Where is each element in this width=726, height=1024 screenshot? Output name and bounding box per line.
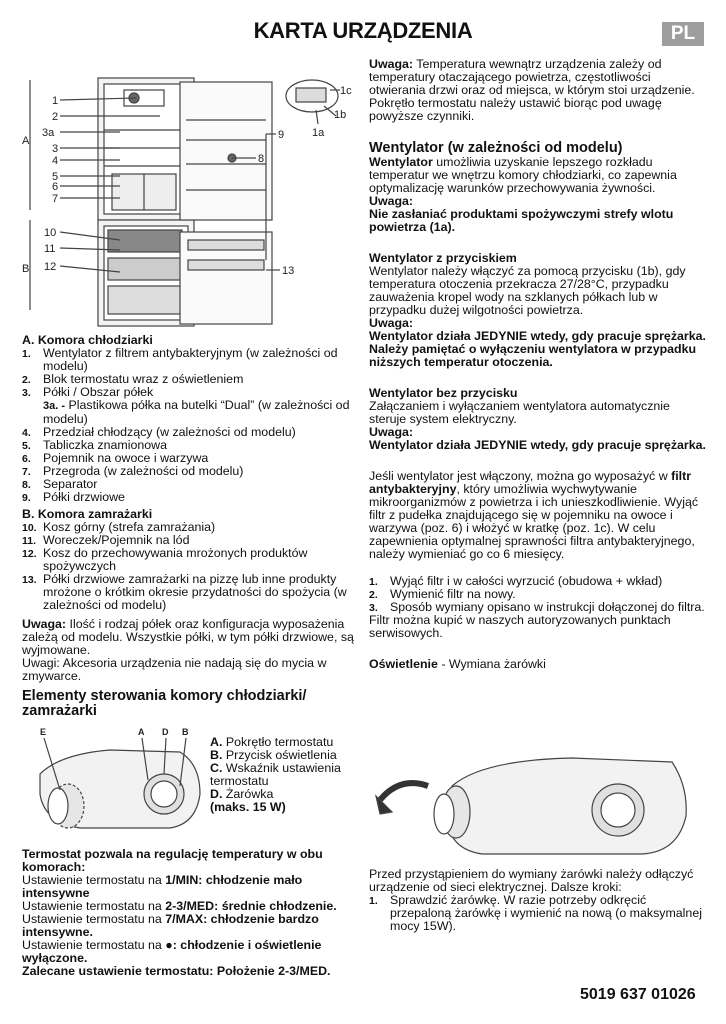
thermostat-line: Ustawienie termostatu na 2-3/MED: średnie chłodzenie. <box>22 899 337 913</box>
section-b-heading: B. Komora zamrażarki <box>22 507 153 521</box>
legend-item: C. Wskaźnik ustawienia termostatu <box>210 761 341 788</box>
fan-button-note-label: Uwaga: <box>369 316 414 330</box>
list-item: 7. Przegroda (w zależności od modelu) <box>22 464 244 478</box>
document-number: 5019 637 01026 <box>580 986 696 1003</box>
list-item: 9. Półki drzwiowe <box>22 490 125 504</box>
label-3: 3 <box>52 143 59 155</box>
list-item: 6. Pojemnik na owoce i warzywa <box>22 451 209 465</box>
controls-legend <box>210 736 360 814</box>
thermostat-section <box>22 848 362 978</box>
bulb-section <box>369 868 707 933</box>
list-item: 2. Wymienić filtr na nowy. <box>369 587 516 601</box>
filter-buy: Filtr można kupić w naszych autoryzowanych punktach serwisowych. <box>369 613 671 640</box>
page-title: KARTA URZĄDZENIA <box>253 18 473 43</box>
fan-nobutton-paragraph: Załączaniem i wyłączaniem wentylatora automatycznie steruje system elektryczny. <box>369 399 670 426</box>
thermostat-line: Ustawienie termostatu na 7/MAX: chłodzenie bardzo intensywne. <box>22 912 319 939</box>
label-1a: 1a <box>312 127 325 139</box>
label-9: 9 <box>278 129 285 141</box>
legend-item: D. Żarówka <box>210 787 274 801</box>
label-b: B <box>182 727 189 737</box>
fan-button-note-text: Wentylator działa JEDYNIE wtedy, gdy pracuje sprężarka. <box>369 329 706 343</box>
list-item: 8. Separator <box>22 477 98 491</box>
list-item: 10. Kosz górny (strefa zamrażania) <box>22 520 216 534</box>
label-4: 4 <box>52 155 59 167</box>
temp-note: Uwaga: Temperatura wewnątrz urządzenia zależy od temperatury otaczającego powietrza, częstotliwości otwierania drzwi oraz od miejsca, w którym stoi urządzenie. Pokrętło termostatu należy ustawić biorąc pod uwagę powyższe czynniki. <box>369 57 695 123</box>
legend-max: (maks. 15 W) <box>210 800 286 814</box>
fan-nobutton-note-label: Uwaga: <box>369 425 414 439</box>
note-paragraph-2: Uwagi: Akcesoria urządzenia nie nadają się do mycia w zmywarce. <box>22 656 327 683</box>
fan-note-text: Nie zasłaniać produktami spożywczymi strefy wlotu powietrza (1a). <box>369 207 674 234</box>
fan-heading: Wentylator (w zależności od modelu) <box>369 140 623 156</box>
list-item: 3. Sposób wymiany opisano w instrukcji dołączonej do filtra. <box>369 600 705 614</box>
label-7: 7 <box>52 193 59 205</box>
label-6: 6 <box>52 181 59 193</box>
fridge-diagram <box>20 60 360 332</box>
label-2: 2 <box>52 111 59 123</box>
list-item: 12. Kosz do przechowywania mrożonych produktów spożywczych <box>22 546 308 573</box>
list-item: 11. Woreczek/Pojemnik na lód <box>22 533 190 547</box>
label-1c: 1c <box>340 85 352 97</box>
label-1b: 1b <box>334 109 347 121</box>
label-5: 5 <box>52 171 59 183</box>
label-a: A <box>138 727 145 737</box>
list-item: 2. Blok termostatu wraz z oświetleniem <box>22 372 244 386</box>
label-3a: 3a <box>42 127 55 139</box>
fan-button-heading: Wentylator z przyciskiem <box>369 251 517 265</box>
fan-nobutton-note-text: Wentylator działa JEDYNIE wtedy, gdy pracuje sprężarka. <box>369 438 706 452</box>
label-11: 11 <box>44 243 56 255</box>
left-column <box>22 334 362 719</box>
fan-button-note-text-2: Należy pamiętać o wyłączeniu wentylatora w przypadku niższych temperatur otoczenia. <box>369 342 697 369</box>
bulb-intro: Przed przystąpieniem do wymiany żarówki należy odłączyć urządzenie od sieci elektrycznej. Dalsze kroki: <box>369 867 694 894</box>
legend-item: B. Przycisk oświetlenia <box>210 748 337 762</box>
list-item: 1. Wyjąć filtr i w całości wyrzucić (obudowa + wkład) <box>369 574 663 588</box>
label-12: 12 <box>44 261 57 273</box>
label-13: 13 <box>282 265 295 277</box>
controls-heading: Elementy sterowania komory chłodziarki/ zamrażarki <box>22 688 307 719</box>
thermostat-line: Ustawienie termostatu na ●: chłodzenie i oświetlenie wyłączone. <box>22 938 322 965</box>
label-1: 1 <box>52 95 59 107</box>
section-a-heading: A. Komora chłodziarki <box>22 333 153 347</box>
language-badge: PL <box>662 22 704 46</box>
label-d: D <box>162 727 169 737</box>
label-8: 8 <box>258 153 265 165</box>
label-b: B <box>22 263 30 275</box>
list-item: 13. Półki drzwiowe zamrażarki na pizzę lub inne produkty mrożone o krótkim okresie przydatności do spożycia (w zależności od modelu) <box>22 572 347 612</box>
list-subitem: 3a. - Plastikowa półka na butelki “Dual” (w zależności od modelu) <box>43 398 350 426</box>
label-e: E <box>40 727 47 737</box>
list-item: 3. Półki / Obszar półek <box>22 385 154 399</box>
right-column <box>369 58 707 671</box>
legend-item: A. Pokrętło termostatu <box>210 735 334 749</box>
list-item: 1. Wentylator z filtrem antybakteryjnym (w zależności od modelu) <box>22 346 338 373</box>
fan-button-paragraph: Wentylator należy włączyć za pomocą przycisku (1b), gdy temperatura otoczenia przekracza 27/28°C, przypadku zauważenia kropel wody na szklanych półkach lub w przypadku dużej wilgotności powietrza. <box>369 264 686 317</box>
controls-diagram <box>20 724 206 838</box>
thermostat-line: Ustawienie termostatu na 1/MIN: chłodzenie mało intensywne <box>22 873 303 900</box>
thermostat-heading: Termostat pozwala na regulację temperatury w obu komorach: <box>22 847 323 874</box>
fan-nobutton-heading: Wentylator bez przycisku <box>369 386 518 400</box>
fan-paragraph: Wentylator umożliwia uzyskanie lepszego rozkładu temperatur we wnętrzu komory chłodziarki, co zapewnia optymalizację warunków przechowywania żywności. <box>369 155 677 195</box>
list-item: 4. Przedział chłodzący (w zależności od modelu) <box>22 425 296 439</box>
bulb-diagram <box>372 756 692 858</box>
thermostat-recommendation: Zalecane ustawienie termostatu: Położenie 2-3/MED. <box>22 964 331 978</box>
label-a: A <box>22 135 30 147</box>
note-paragraph: Uwaga: Ilość i rodzaj półek oraz konfiguracja wyposażenia zależą od modelu. Wszystkie półki, w tym półki drzwiowe, są wyjmowane. <box>22 617 354 657</box>
list-item: 1. Sprawdzić żarówkę. W razie potrzeby odkręcić przepaloną żarówkę i wymienić na nową (o maksymalnej mocy 15W). <box>369 893 702 933</box>
label-10: 10 <box>44 227 57 239</box>
light-heading: Oświetlenie - Wymiana żarówki <box>369 657 546 671</box>
list-item: 5. Tabliczka znamionowa <box>22 438 167 452</box>
filter-paragraph: Jeśli wentylator jest włączony, można go wyposażyć w filtr antybakteryjny, który umożliwia wychwytywanie mikroorganizmów z powietrza i ich unieszkodliwienie. Wyjąć filtr z pudełka znajdującego się w pojemniku na owoce i warzywa (poz. 6) i włożyć w kratkę (poz. 1c). W celu zapewnienia optymalnej sprawności filtra antybakteryjnego, należy wymieniać go co 6 miesięcy. <box>369 469 699 561</box>
fan-note-label: Uwaga: <box>369 194 414 208</box>
